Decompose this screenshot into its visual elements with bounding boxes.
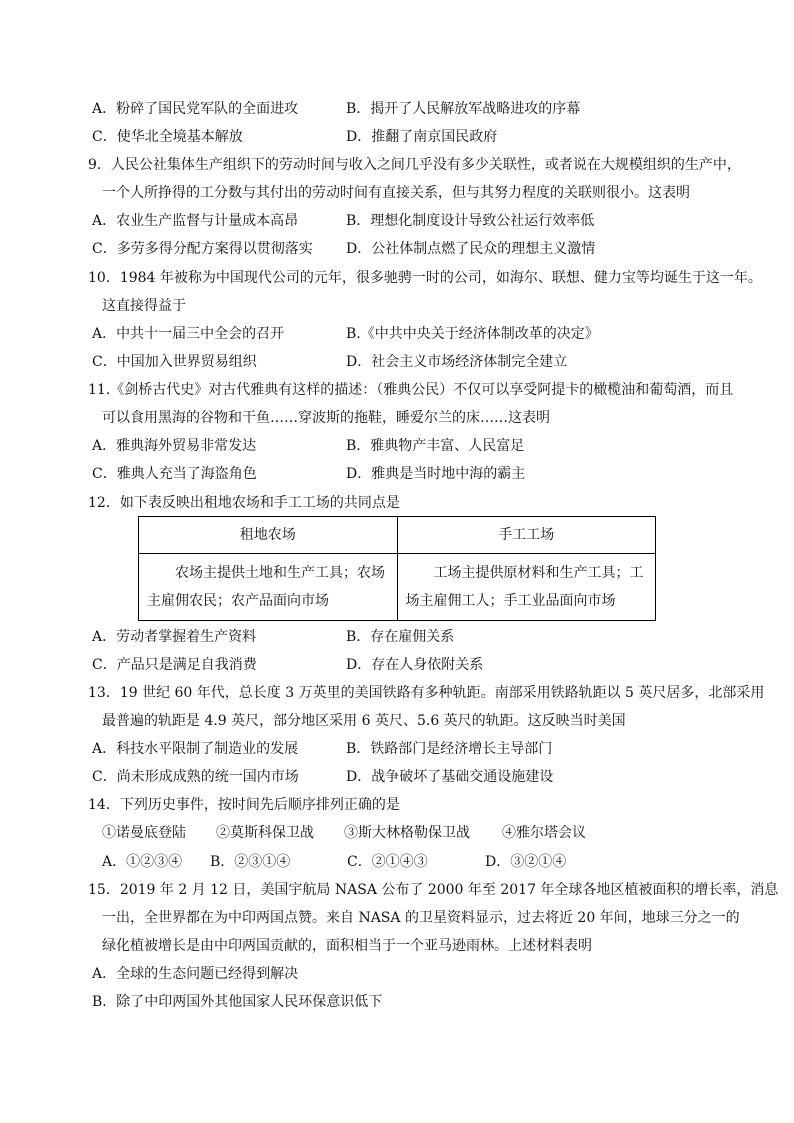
q15-option-b: B．除了中印两国外其他国家人民环保意识低下 [92,994,383,1010]
q14-event-2: ②莫斯科保卫战 [216,825,314,841]
q11-option-b: B．雅典物产丰富、人民富足 [346,438,525,454]
q8-option-a: A．粉碎了国民党军队的全面进攻 [92,101,299,117]
q14-stem: 14．下列历史事件，按时间先后顺序排列正确的是 [88,797,400,813]
q9-option-a: A．农业生产监督与计量成本高昂 [92,213,299,229]
q10-stem-line1: 10．1984 年被称为中国现代公司的元年，很多驰骋一时的公司，如海尔、联想、健力宝等均诞生于这一年。 [88,270,762,286]
q8-option-d: D．推翻了南京国民政府 [346,129,498,145]
cell-text-line: 工场主提供原材料和生产工具；工 [433,565,644,581]
q9-option-b: B．理想化制度设计导致公社运行效率低 [346,213,595,229]
q9-stem-line1: 9．人民公社集体生产组织下的劳动时间与收入之间几乎没有多少关联性，或者说在大规模组织的生产中， [88,157,741,173]
q15-stem-line2: 一出，全世界都在为中印两国点赞。来自 NASA 的卫星资料显示，过去将近 20 年间，地球三分之一的 [102,910,740,926]
q13-option-b: B．铁路部门是经济增长主导部门 [346,741,553,757]
q15-stem-line1: 15．2019 年 2 月 12 日，美国宇航局 NASA 公布了 2000 年至 2017 年全球各地区植被面积的增长率，消息 [88,882,779,898]
q14-option-d: D．③②①④ [485,854,567,870]
q13-option-a: A．科技水平限制了制造业的发展 [92,741,299,757]
q14-event-3: ③斯大林格勒保卫战 [344,825,470,841]
q13-stem-line2: 最普遍的轨距是 4.9 英尺，部分地区采用 6 英尺、5.6 英尺的轨距。这反映当时美国 [102,713,626,729]
q14-event-4: ④雅尔塔会议 [502,825,586,841]
q10-option-c: C．中国加入世界贸易组织 [92,354,257,370]
table-cell [139,554,398,621]
cell-text-line: 农场主提供土地和生产工具；农场 [175,565,385,581]
q10-option-b: B.《中共中央关于经济体制改革的决定》 [346,326,599,342]
q14-event-1: ①诺曼底登陆 [102,825,186,841]
table-header-cell: 手工工场 [397,517,656,554]
q13-option-d: D．战争破坏了基础交通设施建设 [346,769,554,785]
q8-option-c: C．使华北全境基本解放 [92,129,243,145]
q10-stem-line2: 这直接得益于 [102,298,186,314]
q14-option-c: C．②①④③ [347,854,428,870]
q12-option-b: B．存在雇佣关系 [346,629,455,645]
q15-option-a: A．全球的生态问题已经得到解决 [92,966,299,982]
q14-option-b: B．②③①④ [210,854,291,870]
q8-option-b: B．揭开了人民解放军战略进攻的序幕 [346,101,581,117]
q12-stem: 12．如下表反映出租地农场和手工工场的共同点是 [88,495,400,511]
q10-option-d: D．社会主义市场经济体制完全建立 [346,354,568,370]
q12-option-c: C．产品只是满足自我消费 [92,657,257,673]
cell-text-line: 主雇佣农民；农产品面向市场 [147,593,329,609]
q13-option-c: C．尚未形成成熟的统一国内市场 [92,769,299,785]
cell-text-line: 场主雇佣工人；手工业品面向市场 [405,593,616,609]
q11-stem-line2: 可以食用黑海的谷物和干鱼……穿波斯的拖鞋，睡爱尔兰的床……这表明 [102,410,550,426]
q10-option-a: A．中共十一届三中全会的召开 [92,326,285,342]
table-header-cell: 租地农场 [139,517,398,554]
q11-option-c: C．雅典人充当了海盗角色 [92,466,257,482]
q12-option-d: D．存在人身依附关系 [346,657,484,673]
q11-option-a: A．雅典海外贸易非常发达 [92,438,257,454]
table-cell [397,554,656,621]
comparison-table [138,516,656,621]
q14-option-a: A．①②③④ [102,854,183,870]
table-header-row [139,517,656,554]
q11-option-d: D．雅典是当时地中海的霸主 [346,466,526,482]
q9-option-c: C．多劳多得分配方案得以贯彻落实 [92,241,313,257]
table-row [139,554,656,621]
q15-stem-line3: 绿化植被增长是由中印两国贡献的，面积相当于一个亚马逊雨林。上述材料表明 [102,938,592,954]
q12-option-a: A．劳动者掌握着生产资料 [92,629,257,645]
q13-stem-line1: 13．19 世纪 60 年代，总长度 3 万英里的美国铁路有多种轨距。南部采用铁路轨距以 5 英尺居多，北部采用 [88,685,765,701]
q9-stem-line2: 一个人所挣得的工分数与其付出的劳动时间有直接关系，但与其努力程度的关联则很小。这表明 [102,185,690,201]
q9-option-d: D．公社体制点燃了民众的理想主义激情 [346,241,596,257]
q11-stem-line1: 11.《剑桥古代史》对古代雅典有这样的描述：（雅典公民）不仅可以享受阿提卡的橄榄油和葡萄酒，而且 [88,382,734,398]
